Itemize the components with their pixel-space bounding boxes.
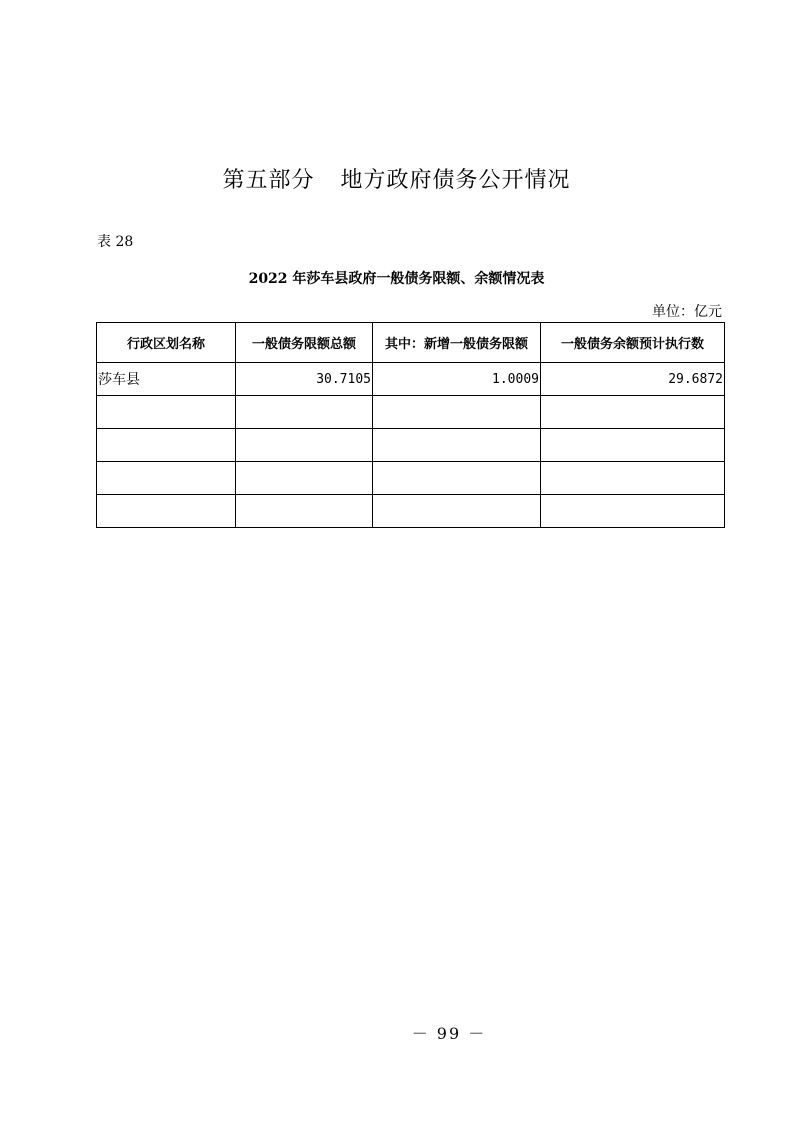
section-title	[0, 163, 793, 194]
cell-region	[97, 495, 236, 528]
table-row	[97, 363, 725, 396]
section-part: 第五部分	[222, 168, 315, 193]
unit-label: 单位：亿元	[652, 304, 722, 320]
cell-region: 莎车县	[97, 363, 236, 396]
cell-debt-balance-estimate	[541, 462, 725, 495]
table-row	[97, 462, 725, 495]
table-row	[97, 495, 725, 528]
cell-region	[97, 462, 236, 495]
cell-debt-limit-total	[236, 495, 373, 528]
cell-debt-limit-total	[236, 429, 373, 462]
cell-debt-balance-estimate	[541, 396, 725, 429]
table-row	[97, 429, 725, 462]
cell-new-debt-limit	[373, 495, 541, 528]
header-debt-balance-estimate: 一般债务余额预计执行数	[541, 323, 725, 363]
table-header-row	[97, 323, 725, 363]
header-debt-limit-total: 一般债务限额总额	[236, 323, 373, 363]
table-row	[97, 396, 725, 429]
table-title: 2022 年莎车县政府一般债务限额、余额情况表	[248, 271, 545, 287]
cell-region	[97, 396, 236, 429]
table-number: 表 28	[97, 234, 134, 250]
debt-table	[96, 322, 725, 528]
cell-debt-limit-total: 30.7105	[236, 363, 373, 396]
cell-debt-balance-estimate	[541, 495, 725, 528]
section-name: 地方政府债务公开情况	[340, 168, 571, 193]
cell-new-debt-limit: 1.0009	[373, 363, 541, 396]
header-region: 行政区划名称	[97, 323, 236, 363]
cell-debt-balance-estimate	[541, 429, 725, 462]
cell-debt-limit-total	[236, 462, 373, 495]
cell-debt-limit-total	[236, 396, 373, 429]
cell-new-debt-limit	[373, 429, 541, 462]
cell-new-debt-limit	[373, 462, 541, 495]
cell-debt-balance-estimate: 29.6872	[541, 363, 725, 396]
page-number: － 99 －	[411, 1024, 487, 1043]
header-new-debt-limit: 其中：新增一般债务限额	[373, 323, 541, 363]
cell-region	[97, 429, 236, 462]
cell-new-debt-limit	[373, 396, 541, 429]
